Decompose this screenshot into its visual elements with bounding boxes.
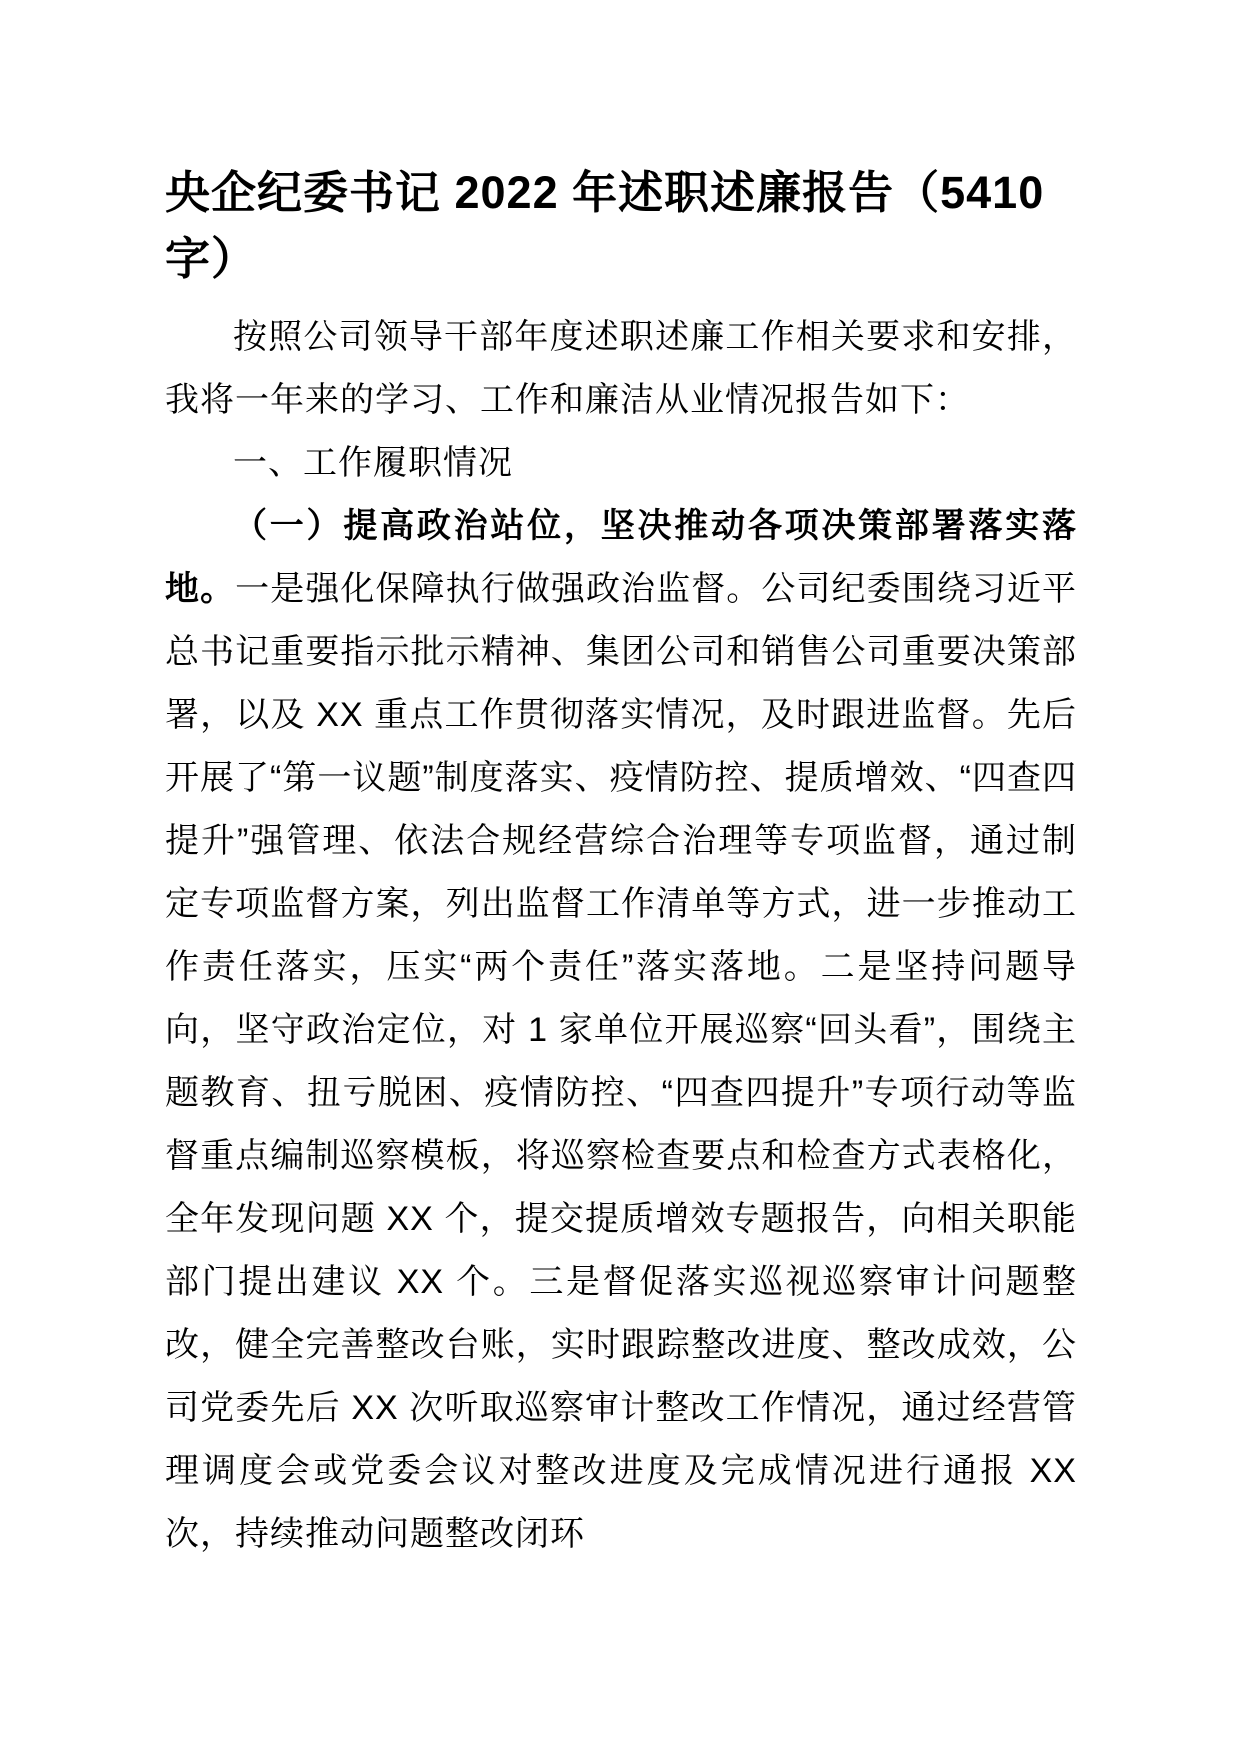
document-title: 央企纪委书记 2022 年述职述廉报告（5410 字） <box>165 167 1045 284</box>
section-heading-1: 一、工作履职情况 <box>233 444 513 482</box>
paragraph-intro: 按照公司领导干部年度述职述廉工作相关要求和安排，我将一年来的学习、工作和廉洁从业情况报告如下： <box>165 318 1077 419</box>
subsection-heading-bold: （一）提高政治站位，坚决推动各项决策部署落实落地。 <box>165 507 1077 608</box>
paragraph-body-text: 一是强化保障执行做强政治监督。公司纪委围绕习近平总书记重要指示批示精神、集团公司和销售公司重要决策部署，以及 XX 重点工作贯彻落实情况，及时跟进监督。先后开展了“第一议题”制度落实、疫情防控、提质增效、“四查四提升”强管理、依法合规经营综合治理等专项监督，通过制定专项监督方案，列出监督工作清单等方式，进一步推动工作责任落实，压实“两个责任”落实落地。二是坚持问题导向，坚守政治定位，对 1 家单位开展巡察“回头看”，围绕主题教育、扭亏脱困、疫情防控、“四查四提升”专项行动等监督重点编制巡察模板，将巡察检查要点和检查方式表格化，全年发现问题 XX 个，提交提质增效专题报告，向相关职能部门提出建议 XX 个。三是督促落实巡视巡察审计问题整改，健全完善整改台账，实时跟踪整改进度、整改成效，公司党委先后 XX 次听取巡察审计整改工作情况，通过经营管理调度会或党委会议对整改进度及完成情况进行通报 XX 次，持续推动问题整改闭环 <box>165 570 1078 1553</box>
paragraph-body <box>165 495 1077 1566</box>
